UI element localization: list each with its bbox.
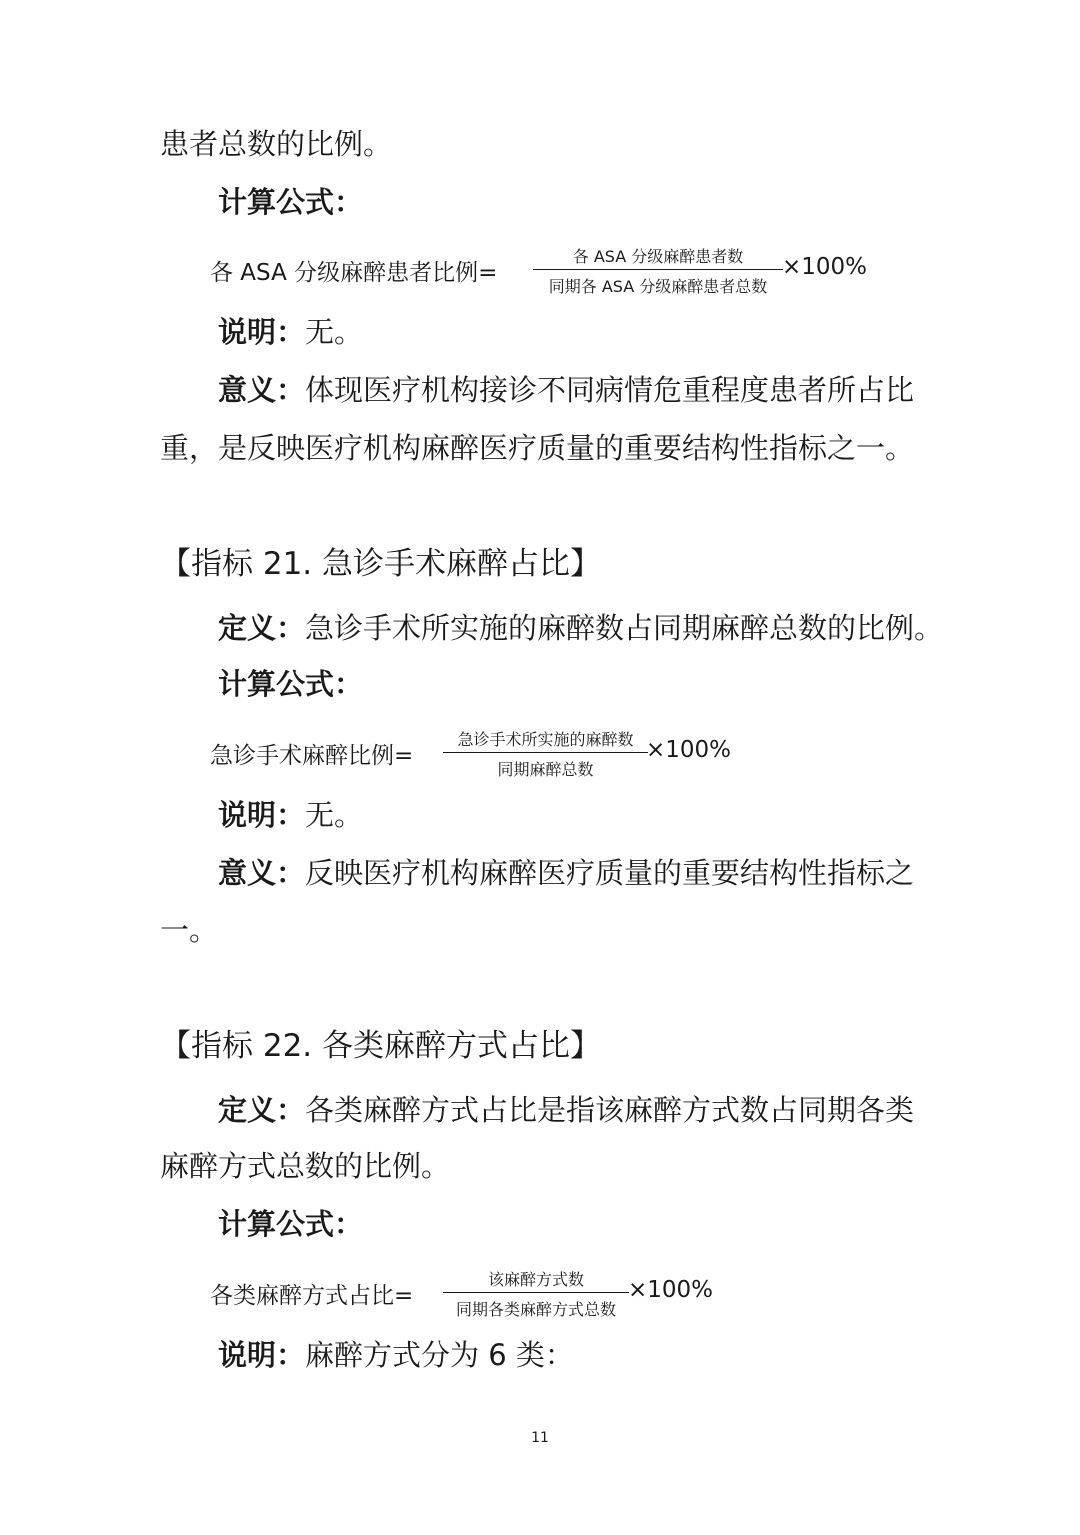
note-text: 麻醉方式分为 6 类： (305, 1338, 574, 1372)
formula-denominator: 同期各 ASA 分级麻醉患者总数 (548, 277, 768, 296)
definition-label: 定义： (218, 611, 306, 645)
definition-text: 急诊手术所实施的麻醉数占同期麻醉总数的比例。 (305, 611, 944, 645)
formula-multiplier: ×100% (646, 737, 732, 763)
formula-denominator: 同期麻醉总数 (497, 760, 594, 779)
note-text: 无。 (305, 798, 364, 832)
formula-lhs: 各 ASA 分级麻醉患者比例= (210, 260, 498, 286)
definition-line-continued: 麻醉方式总数的比例。 (160, 1149, 451, 1183)
meaning-line-continued: 重，是反映医疗机构麻醉医疗质量的重要结构性指标之一。 (160, 431, 915, 465)
note-line (218, 312, 363, 352)
fraction-bar (443, 1292, 629, 1293)
meaning-text: 体现医疗机构接诊不同病情危重程度患者所占比 (305, 373, 915, 407)
fraction-bar (443, 752, 648, 753)
formula-multiplier: ×100% (628, 1277, 714, 1303)
definition-label: 定义： (218, 1093, 306, 1127)
page-number: 11 (531, 1430, 549, 1446)
formula-multiplier: ×100% (782, 254, 868, 280)
formula-label: 计算公式： (218, 185, 364, 219)
formula-numerator: 各 ASA 分级麻醉患者数 (572, 247, 744, 266)
formula-label: 计算公式： (218, 667, 364, 701)
note-line (218, 1335, 574, 1375)
definition-line (218, 1090, 914, 1130)
formula-label: 计算公式： (218, 1207, 364, 1241)
note-label: 说明： (218, 315, 306, 349)
note-label: 说明： (218, 1338, 306, 1372)
formula-lhs: 急诊手术麻醉比例= (210, 743, 414, 769)
note-text: 无。 (305, 315, 364, 349)
definition-line (218, 608, 943, 648)
formula-numerator: 急诊手术所实施的麻醉数 (457, 730, 634, 749)
formula-emergency (210, 727, 750, 783)
meaning-label: 意义： (218, 373, 306, 407)
formula-anesthesia-type (210, 1267, 730, 1323)
meaning-line (218, 853, 914, 893)
meaning-line (218, 370, 914, 410)
formula-numerator: 该麻醉方式数 (487, 1270, 584, 1289)
note-line (218, 795, 363, 835)
meaning-line-continued: 一。 (160, 913, 219, 947)
formula-lhs: 各类麻醉方式占比= (210, 1283, 414, 1309)
formula-asa (210, 244, 870, 300)
formula-denominator: 同期各类麻醉方式总数 (455, 1300, 616, 1319)
note-label: 说明： (218, 798, 306, 832)
section-heading-21: 【指标 21. 急诊手术麻醉占比】 (160, 546, 602, 582)
meaning-label: 意义： (218, 856, 306, 890)
section-heading-22: 【指标 22. 各类麻醉方式占比】 (160, 1028, 602, 1064)
definition-text: 各类麻醉方式占比是指该麻醉方式数占同期各类 (305, 1093, 915, 1127)
body-text-line: 患者总数的比例。 (160, 127, 393, 161)
fraction-bar (533, 269, 783, 270)
meaning-text: 反映医疗机构麻醉医疗质量的重要结构性指标之 (305, 856, 915, 890)
